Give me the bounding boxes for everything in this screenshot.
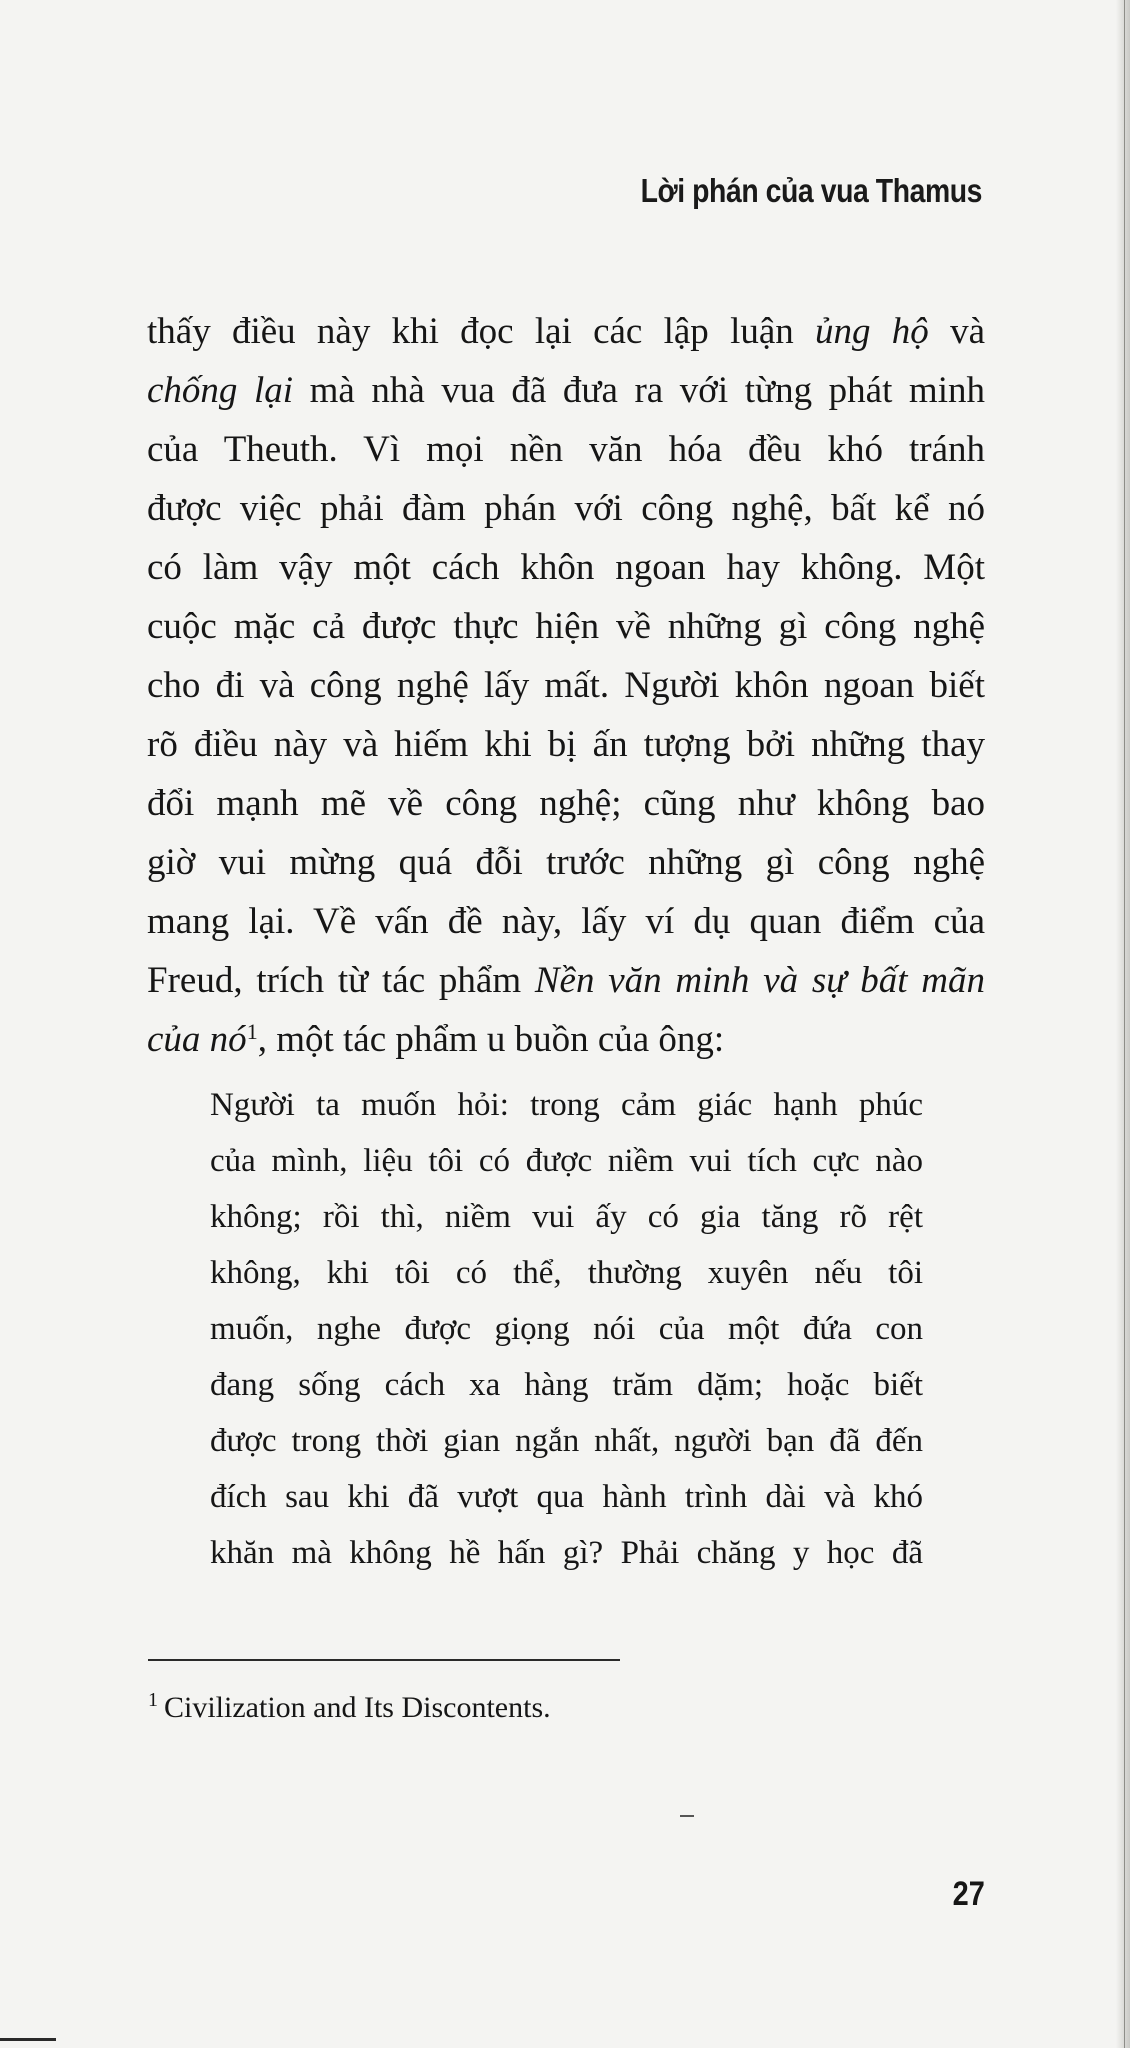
- quote-line: được trong thời gian ngắn nhất, người bạn đã đến: [210, 1423, 923, 1459]
- text-run: thấy điều này khi đọc lại các lập luận: [147, 311, 816, 352]
- block-quote: [210, 1077, 923, 1581]
- text-line: [147, 361, 985, 420]
- italic-text: chống lại: [147, 370, 294, 411]
- page-edge-shadow: [1116, 0, 1130, 2048]
- text-run: , một tác phẩm u buồn của ông:: [257, 1019, 725, 1060]
- quote-line: không; rồi thì, niềm vui ấy có gia tăng rõ rệt: [210, 1199, 923, 1235]
- running-head: Lời phán của vua Thamus: [640, 172, 982, 209]
- quote-line: đang sống cách xa hàng trăm dặm; hoặc biết: [210, 1367, 923, 1403]
- text-line: [147, 597, 985, 656]
- footnote-separator: [148, 1659, 620, 1661]
- italic-text: Nền văn minh và sự bất mãn: [534, 960, 985, 1001]
- footnote-text: Civilization and Its Discontents.: [164, 1691, 551, 1724]
- body-paragraph: [147, 302, 985, 1069]
- text-line: [147, 1010, 985, 1069]
- footnote-reference: 1: [246, 1019, 258, 1044]
- text-line: [147, 302, 985, 361]
- quote-line: muốn, nghe được giọng nói của một đứa con: [210, 1311, 923, 1347]
- text-line: [147, 892, 985, 951]
- text-line: [147, 420, 985, 479]
- text-line: [147, 774, 985, 833]
- footnote: [148, 1691, 551, 1725]
- page-number: 27: [952, 1875, 985, 1913]
- italic-text: ủng hộ: [815, 311, 929, 352]
- text-run: rõ điều này và hiếm khi bị ấn tượng bởi những thay: [147, 724, 985, 765]
- text-line: [147, 479, 985, 538]
- text-run: mang lại. Về vấn đề này, lấy ví dụ quan điểm của: [147, 901, 985, 942]
- text-run: cuộc mặc cả được thực hiện về những gì công nghệ: [147, 606, 985, 647]
- italic-text: của nó: [147, 1019, 247, 1060]
- small-dash-mark: [680, 1815, 694, 1817]
- text-line: [147, 833, 985, 892]
- text-run: và: [928, 311, 985, 352]
- page-edge-line: [1124, 0, 1125, 2048]
- text-line: [147, 715, 985, 774]
- text-run: Freud, trích từ tác phẩm: [147, 960, 535, 1001]
- text-run: cho đi và công nghệ lấy mất. Người khôn ngoan biết: [147, 665, 985, 706]
- text-run: mà nhà vua đã đưa ra với từng phát minh: [293, 370, 985, 411]
- text-run: của Theuth. Vì mọi nền văn hóa đều khó tránh: [147, 429, 985, 470]
- text-run: được việc phải đàm phán với công nghệ, bất kể nó: [147, 488, 985, 529]
- text-line: [147, 656, 985, 715]
- quote-line: Người ta muốn hỏi: trong cảm giác hạnh phúc: [210, 1087, 923, 1123]
- text-run: đổi mạnh mẽ về công nghệ; cũng như không bao: [147, 783, 985, 824]
- quote-line: đích sau khi đã vượt qua hành trình dài và khó: [210, 1479, 923, 1515]
- quote-line: khăn mà không hề hấn gì? Phải chăng y học đã: [210, 1535, 923, 1571]
- text-line: [147, 951, 985, 1010]
- scan-edge-mark: [0, 2038, 56, 2041]
- text-run: có làm vậy một cách khôn ngoan hay không. Một: [147, 547, 985, 588]
- footnote-marker: 1: [148, 1689, 158, 1711]
- quote-line: không, khi tôi có thể, thường xuyên nếu tôi: [210, 1255, 923, 1291]
- text-line: [147, 538, 985, 597]
- text-run: giờ vui mừng quá đỗi trước những gì công nghệ: [147, 842, 985, 883]
- quote-line: của mình, liệu tôi có được niềm vui tích cực nào: [210, 1143, 923, 1179]
